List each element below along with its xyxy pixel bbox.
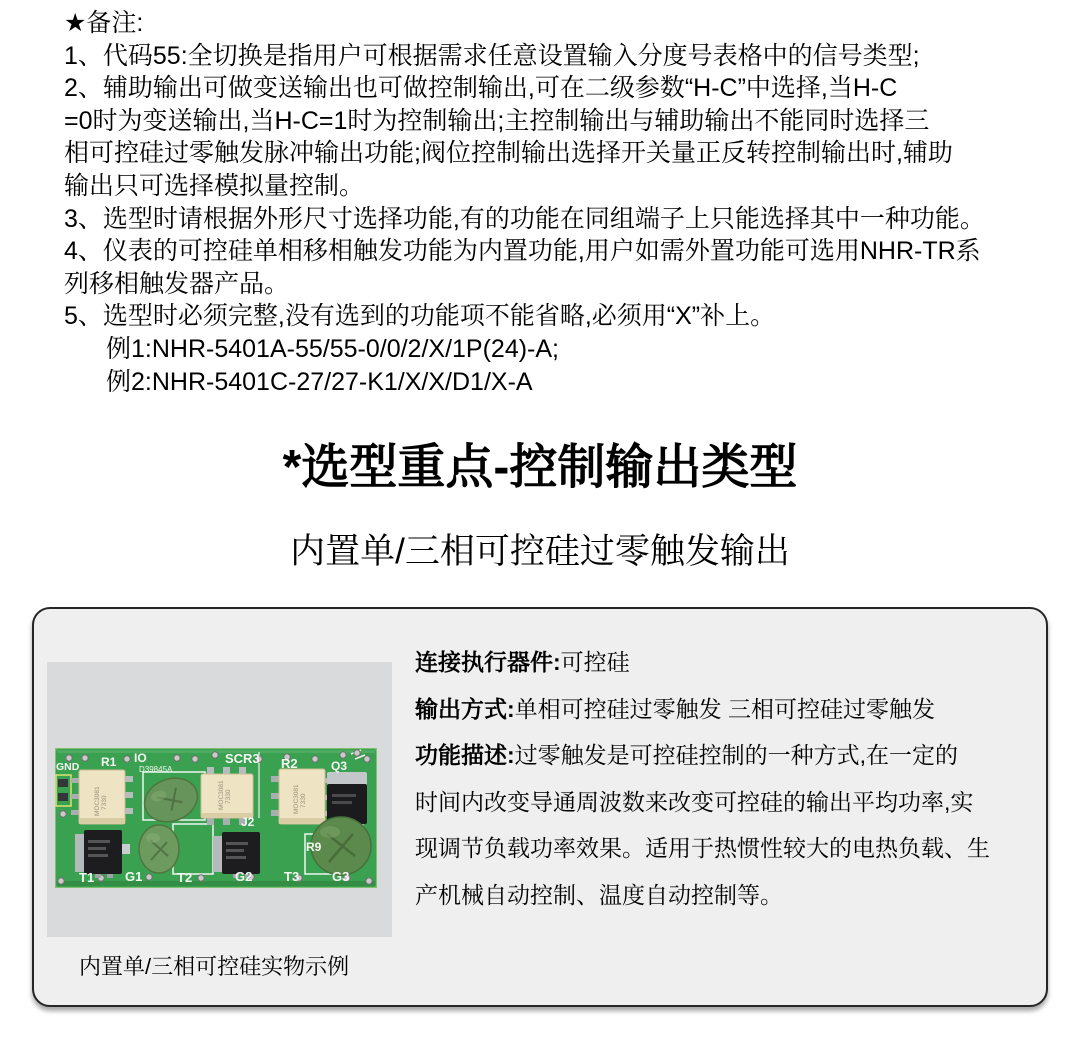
pcb-label-q3: Q3 [331, 759, 348, 773]
pcb-label-t1: T1 [79, 870, 95, 885]
chip-part-number: MOC3081 [293, 784, 300, 814]
pcb-label-g1: G1 [125, 869, 143, 884]
spec-output-mode [415, 686, 1040, 733]
section-title: *选型重点-控制输出类型 [282, 441, 798, 494]
optocoupler-chip-1 [71, 770, 133, 824]
spec-list [415, 639, 1040, 918]
output-mode-value: 单相可控硅过零触发 三相可控硅过零触发 [514, 695, 936, 722]
pcb-label-io: IO [134, 751, 147, 765]
chip-date-code: 7330 [300, 793, 307, 808]
pcb-label-t2: T2 [177, 870, 193, 885]
note-line-2c: 相可控硅过零触发脉冲输出功能;阀位控制输出选择开关量正反转控制输出时,辅助 [64, 139, 953, 168]
section-subtitle: 内置单/三相可控硅过零触发输出 [290, 532, 790, 571]
note-line-4b: 列移相触发器产品。 [64, 269, 290, 298]
note-line-5: 5、选型时必须完整,没有选到的功能项不能省略,必须用“X”补上。 [64, 302, 776, 331]
output-mode-label: 输出方式: [415, 695, 515, 722]
pcb-board-svg [55, 748, 377, 888]
pcb-label-g2: G2 [235, 869, 253, 884]
connect-device-label: 连接执行器件: [415, 649, 561, 675]
note-line-1: 1、代码55:全切换是指用户可根据需求任意设置输入分度号表格中的信号类型; [64, 41, 920, 70]
connect-device-value: 可控硅 [560, 649, 630, 675]
pcb-label-r1: R1 [101, 755, 117, 769]
note-line-2b: =0时为变送输出,当H-C=1时为控制输出;主控制输出与辅助输出不能同时选择三 [64, 106, 930, 135]
chip-date-code: 7330 [225, 789, 232, 804]
pcb-label-gnd: GND [56, 761, 80, 773]
note-example-2: 例2:NHR-5401C-27/27-K1/X/X/D1/X-A [106, 367, 533, 396]
pcb-label-serial: D39845A [139, 765, 173, 774]
pcb-label-g3: G3 [332, 869, 350, 884]
pcb-label-scr3: SCR3 [225, 751, 260, 766]
spec-connect-device [415, 639, 1040, 686]
spec-description-line-3: 现调节负载功率效果。适用于热惯性较大的电热负载、生 [415, 835, 990, 861]
pcb-label-t3: T3 [284, 869, 300, 884]
chip-part-number: MOC3081 [94, 786, 101, 816]
description-text-1: 过零触发是可控硅控制的一种方式,在一定的 [514, 742, 959, 768]
note-line-3: 3、选型时请根据外形尺寸选择功能,有的功能在同组端子上只能选择其中一种功能。 [64, 204, 985, 233]
note-line-2d: 输出只可选择模拟量控制。 [64, 171, 365, 200]
chip-part-number: MOC3081 [218, 780, 225, 810]
chip-date-code: 7330 [101, 795, 108, 810]
note-example-1: 例1:NHR-5401A-55/55-0/0/2/X/1P(24)-A; [106, 334, 559, 363]
pcb-photo [47, 662, 392, 937]
spec-description-line-1 [415, 732, 1040, 779]
spec-description-line-2: 时间内改变导通周波数来改变可控硅的输出平均功率,实 [415, 788, 974, 815]
green-capacitor-2 [139, 825, 179, 873]
optocoupler-chip-3 [271, 769, 333, 824]
notes-section [64, 7, 1064, 398]
pcb-label-r9: R9 [306, 840, 322, 854]
product-card [32, 607, 1048, 1007]
note-line-4: 4、仪表的可控硅单相移相触发功能为内置功能,用户如需外置功能可选用NHR-TR系 [64, 237, 981, 266]
spec-description-line-4: 产机械自动控制、温度自动控制等。 [415, 881, 783, 908]
pcb-label-j2: J2 [241, 815, 255, 829]
note-line-2: 2、辅助输出可做变送输出也可做控制输出,可在二级参数“H-C”中选择,当H-C [64, 74, 898, 103]
pcb-label-r2: R2 [281, 756, 298, 771]
description-label: 功能描述: [415, 742, 515, 768]
photo-caption: 内置单/三相可控硅实物示例 [79, 954, 350, 979]
notes-heading: ★备注: [64, 9, 144, 37]
